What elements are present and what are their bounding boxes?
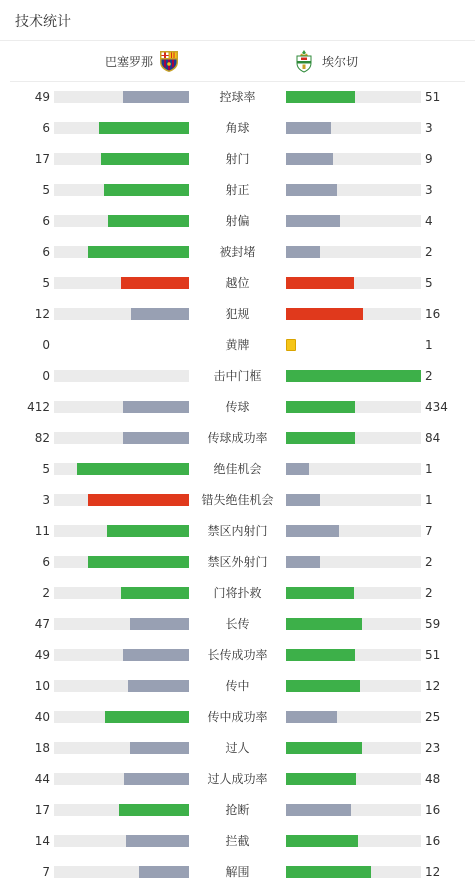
stat-label: 过人成功率	[207, 772, 268, 786]
away-stat-bar-fill	[286, 649, 355, 661]
home-stat-value: 49	[34, 90, 50, 104]
away-team-name: 埃尔切	[322, 54, 359, 69]
home-stat-bar-track	[54, 122, 189, 134]
home-stat-bar-track	[54, 649, 189, 661]
away-stat-bar-track	[286, 370, 421, 382]
home-stat-value: 12	[34, 307, 50, 321]
stat-row	[0, 361, 475, 392]
home-stat-bar-fill	[128, 680, 189, 692]
home-stat-bar-fill	[131, 308, 189, 320]
home-stat-bar-fill	[107, 525, 189, 537]
away-stat-bar-fill	[286, 773, 356, 785]
away-stat-bar-track	[286, 649, 421, 661]
home-stat-value: 7	[42, 865, 50, 879]
stat-row	[0, 764, 475, 795]
away-stat-bar-fill	[286, 401, 355, 413]
stat-label: 长传成功率	[207, 648, 268, 662]
home-stat-bar-track	[54, 463, 189, 475]
home-stat-bar-track	[54, 153, 189, 165]
home-stat-value: 2	[42, 586, 50, 600]
away-stat-bar-track	[286, 556, 421, 568]
away-stat-bar-track	[286, 277, 421, 289]
home-stat-bar-track	[54, 401, 189, 413]
stat-row	[0, 609, 475, 640]
stat-row	[0, 547, 475, 578]
away-stat-bar-track	[286, 587, 421, 599]
stat-label: 越位	[225, 276, 250, 290]
home-stat-value: 6	[42, 214, 50, 228]
home-stat-bar-track	[54, 835, 189, 847]
away-stat-value: 4	[425, 214, 433, 228]
away-stat-bar-track	[286, 308, 421, 320]
home-team-name: 巴塞罗那	[104, 54, 153, 69]
stat-label: 禁区内射门	[207, 524, 268, 538]
home-stat-bar-fill	[123, 91, 189, 103]
home-stat-bar-fill	[123, 432, 189, 444]
away-stat-value: 16	[425, 803, 441, 817]
away-stat-value: 9	[425, 152, 433, 166]
home-stat-value: 47	[34, 617, 50, 631]
away-stat-value: 1	[425, 338, 433, 352]
away-stat-bar-track	[286, 711, 421, 723]
home-stat-bar-track	[54, 215, 189, 227]
yellow-card-icon	[286, 339, 296, 351]
away-stat-value: 3	[425, 183, 433, 197]
away-stat-value: 7	[425, 524, 433, 538]
home-stat-value: 6	[42, 245, 50, 259]
away-stat-value: 12	[425, 865, 441, 879]
stat-row	[0, 516, 475, 547]
home-stat-bar-fill	[88, 246, 189, 258]
away-stat-bar-fill	[286, 122, 331, 134]
away-stat-bar-fill	[286, 866, 371, 878]
away-stat-bar-track	[286, 742, 421, 754]
stat-row	[0, 702, 475, 733]
stat-row	[0, 423, 475, 454]
home-stat-value: 6	[42, 555, 50, 569]
home-stat-bar-track	[54, 618, 189, 630]
home-stat-value: 5	[42, 462, 50, 476]
home-stat-bar-track	[54, 432, 189, 444]
home-stat-bar-track	[54, 804, 189, 816]
stat-label: 传中	[225, 679, 250, 693]
away-stat-value: 23	[425, 741, 441, 755]
home-stat-value: 6	[42, 121, 50, 135]
stat-label: 长传	[225, 617, 250, 631]
away-stat-bar-track	[286, 618, 421, 630]
home-stat-bar-track	[54, 246, 189, 258]
home-stat-bar-fill	[99, 122, 189, 134]
stat-label: 解围	[225, 865, 250, 879]
away-stat-bar-fill	[286, 215, 340, 227]
stat-row	[0, 299, 475, 330]
away-stat-bar-track	[286, 215, 421, 227]
home-stat-value: 5	[42, 183, 50, 197]
away-stat-bar-fill	[286, 277, 354, 289]
away-stat-bar-fill	[286, 184, 337, 196]
stat-row	[0, 268, 475, 299]
stat-row	[0, 485, 475, 516]
home-stat-bar-fill	[119, 804, 189, 816]
stat-row	[0, 392, 475, 423]
stat-label: 角球	[225, 121, 250, 135]
stats-list	[0, 82, 475, 888]
away-stat-bar-fill	[286, 494, 320, 506]
away-stat-bar-track	[286, 432, 421, 444]
away-stat-bar-track	[286, 463, 421, 475]
away-stat-value: 51	[425, 648, 441, 662]
home-stat-bar-track	[54, 773, 189, 785]
away-stat-bar-track	[286, 246, 421, 258]
home-stat-bar-fill	[121, 587, 189, 599]
home-stat-value: 40	[34, 710, 50, 724]
home-stat-bar-track	[54, 866, 189, 878]
home-stat-value: 3	[42, 493, 50, 507]
stat-row	[0, 113, 475, 144]
away-stat-bar-fill	[286, 587, 354, 599]
stat-row	[0, 795, 475, 826]
away-stat-bar-fill	[286, 525, 339, 537]
away-stat-bar-fill	[286, 835, 358, 847]
home-stat-bar-track	[54, 277, 189, 289]
away-stat-value: 1	[425, 493, 433, 507]
stat-label: 禁区外射门	[207, 555, 268, 569]
away-stat-value: 59	[425, 617, 441, 631]
away-stat-bar-track	[286, 773, 421, 785]
stat-label: 错失绝佳机会	[201, 493, 274, 507]
home-stat-bar-fill	[123, 401, 189, 413]
home-stat-bar-fill	[104, 184, 189, 196]
home-stat-bar-fill	[139, 866, 189, 878]
stat-label: 过人	[225, 741, 250, 755]
home-stat-bar-track	[54, 525, 189, 537]
home-stat-bar-track	[54, 680, 189, 692]
stat-label: 抢断	[225, 803, 250, 817]
stat-row	[0, 206, 475, 237]
away-stat-bar-fill	[286, 556, 320, 568]
home-stat-bar-fill	[101, 153, 189, 165]
home-card-track	[54, 339, 189, 351]
stat-label: 黄牌	[225, 338, 250, 352]
away-stat-value: 1	[425, 462, 433, 476]
away-stat-bar-track	[286, 804, 421, 816]
home-stat-bar-fill	[130, 618, 189, 630]
stat-label: 绝佳机会	[213, 462, 262, 476]
stat-label: 犯规	[225, 307, 250, 321]
teams-bar	[10, 41, 465, 82]
home-stat-value: 412	[27, 400, 50, 414]
home-stat-bar-track	[54, 587, 189, 599]
away-card-track	[286, 339, 421, 351]
away-stat-bar-fill	[286, 370, 421, 382]
stat-label: 射门	[225, 152, 250, 166]
away-stat-value: 2	[425, 245, 433, 259]
home-stat-bar-fill	[124, 773, 189, 785]
stat-label: 射正	[225, 183, 250, 197]
away-stat-value: 16	[425, 307, 441, 321]
away-stat-bar-fill	[286, 246, 320, 258]
away-stat-value: 3	[425, 121, 433, 135]
home-stat-value: 49	[34, 648, 50, 662]
stat-row	[0, 175, 475, 206]
away-team[interactable]	[292, 49, 358, 73]
elche-crest-icon	[292, 49, 316, 73]
home-stat-bar-track	[54, 556, 189, 568]
header	[0, 0, 475, 41]
away-stat-value: 5	[425, 276, 433, 290]
away-stat-value: 48	[425, 772, 441, 786]
stat-label: 门将扑救	[213, 586, 262, 600]
stat-row	[0, 578, 475, 609]
stat-label: 拦截	[225, 834, 250, 848]
home-stat-value: 18	[34, 741, 50, 755]
stat-label: 射偏	[225, 214, 250, 228]
away-stat-value: 16	[425, 834, 441, 848]
stat-row	[0, 640, 475, 671]
away-stat-bar-fill	[286, 91, 355, 103]
home-stat-bar-fill	[121, 277, 189, 289]
stat-row	[0, 671, 475, 702]
away-stat-value: 25	[425, 710, 441, 724]
home-stat-bar-fill	[126, 835, 189, 847]
home-stat-bar-track	[54, 370, 189, 382]
home-stat-value: 44	[34, 772, 50, 786]
home-team[interactable]	[105, 49, 181, 73]
away-stat-value: 2	[425, 369, 433, 383]
away-stat-bar-fill	[286, 463, 309, 475]
away-stat-bar-track	[286, 401, 421, 413]
away-stat-bar-fill	[286, 680, 360, 692]
home-stat-value: 17	[34, 803, 50, 817]
home-stat-bar-track	[54, 711, 189, 723]
stat-label: 传球	[225, 400, 250, 414]
stat-row	[0, 733, 475, 764]
stat-row	[0, 454, 475, 485]
stat-row	[0, 237, 475, 268]
stat-row	[0, 144, 475, 175]
stat-label: 传球成功率	[207, 431, 268, 445]
home-stat-value: 5	[42, 276, 50, 290]
home-stat-value: 0	[42, 338, 50, 352]
stat-row	[0, 330, 475, 361]
away-stat-bar-fill	[286, 618, 362, 630]
away-stat-value: 2	[425, 555, 433, 569]
away-stat-bar-fill	[286, 153, 333, 165]
away-stat-value: 2	[425, 586, 433, 600]
home-stat-value: 82	[34, 431, 50, 445]
home-stat-value: 11	[34, 524, 50, 538]
home-stat-bar-fill	[108, 215, 189, 227]
away-stat-value: 51	[425, 90, 441, 104]
away-stat-bar-track	[286, 835, 421, 847]
away-stat-bar-track	[286, 494, 421, 506]
stat-label: 传中成功率	[207, 710, 268, 724]
away-stat-bar-track	[286, 866, 421, 878]
barcelona-crest-icon	[157, 49, 181, 73]
home-stat-bar-fill	[105, 711, 189, 723]
home-stat-bar-fill	[123, 649, 189, 661]
home-stat-bar-track	[54, 494, 189, 506]
home-stat-value: 17	[34, 152, 50, 166]
home-stat-bar-fill	[130, 742, 189, 754]
home-stat-value: 14	[34, 834, 50, 848]
away-stat-bar-track	[286, 91, 421, 103]
away-stat-value: 12	[425, 679, 441, 693]
home-stat-bar-fill	[88, 494, 189, 506]
away-stat-bar-fill	[286, 432, 355, 444]
stat-row	[0, 857, 475, 888]
stat-row	[0, 82, 475, 113]
away-stat-bar-track	[286, 525, 421, 537]
page-title: 技术统计	[15, 14, 71, 30]
away-stat-bar-track	[286, 680, 421, 692]
home-stat-value: 10	[34, 679, 50, 693]
stat-label: 击中门框	[213, 369, 262, 383]
away-stat-value: 84	[425, 431, 441, 445]
home-stat-value: 0	[42, 369, 50, 383]
away-stat-bar-fill	[286, 308, 363, 320]
away-stat-bar-track	[286, 184, 421, 196]
home-stat-bar-fill	[77, 463, 189, 475]
stat-row	[0, 826, 475, 857]
away-stat-value: 434	[425, 400, 448, 414]
home-stat-bar-track	[54, 742, 189, 754]
away-stat-bar-fill	[286, 804, 351, 816]
away-stat-bar-fill	[286, 742, 362, 754]
away-stat-bar-track	[286, 122, 421, 134]
home-stat-bar-track	[54, 308, 189, 320]
home-stat-bar-fill	[88, 556, 189, 568]
stat-label: 被封堵	[219, 245, 256, 259]
away-stat-bar-track	[286, 153, 421, 165]
stat-label: 控球率	[219, 90, 256, 104]
home-stat-bar-track	[54, 184, 189, 196]
away-stat-bar-fill	[286, 711, 337, 723]
home-stat-bar-track	[54, 91, 189, 103]
